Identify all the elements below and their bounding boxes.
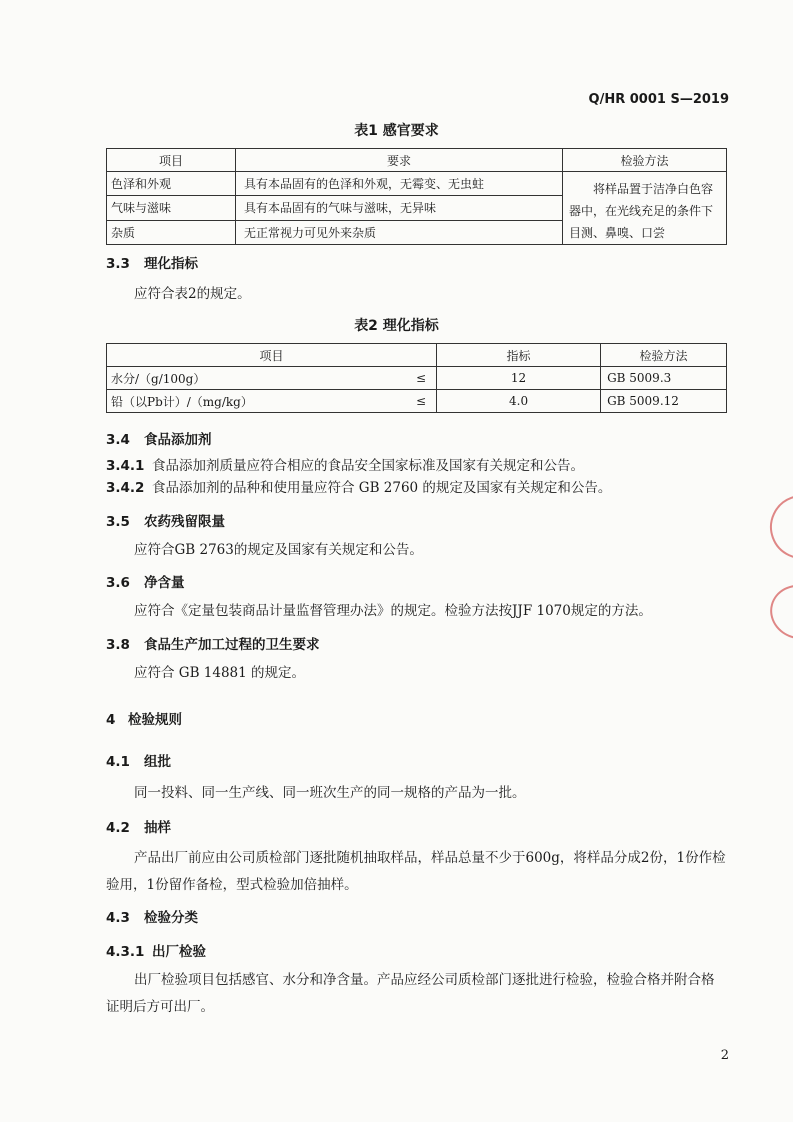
clause-text: 食品添加剂的品种和使用量应符合 GB 2760 的规定及国家有关规定和公告。	[152, 480, 612, 496]
table-cell: ≤	[375, 390, 437, 413]
section-3-8-text: 应符合 GB 14881 的规定。	[134, 665, 306, 681]
section-number: 4.2	[106, 820, 130, 836]
physicochemical-table	[106, 343, 727, 413]
section-title: 组批	[144, 754, 171, 770]
section-3-5-text: 应符合GB 2763的规定及国家有关规定和公告。	[134, 542, 423, 558]
section-title: 食品添加剂	[144, 432, 212, 448]
section-3-4-heading	[106, 428, 212, 448]
table-cell: GB 5009.3	[601, 367, 727, 390]
section-number: 3.5	[106, 514, 130, 530]
table-cell: 水分/（g/100g）	[107, 367, 376, 390]
clause-text: 食品添加剂质量应符合相应的食品安全国家标准及国家有关规定和公告。	[152, 458, 584, 474]
table-cell: 12	[437, 367, 601, 390]
method-line: 目测、鼻嗅、口尝	[569, 226, 666, 240]
table-header-cell: 检验方法	[601, 344, 727, 367]
section-number: 3.6	[106, 575, 130, 591]
table-cell: 具有本品固有的色泽和外观，无霉变、无虫蛀	[236, 172, 563, 196]
table-cell: 色泽和外观	[107, 172, 236, 196]
section-3-8-heading	[106, 633, 320, 653]
table-header-cell: 要求	[236, 149, 563, 172]
table-header-cell: 项目	[107, 344, 437, 367]
section-4-2-heading	[106, 816, 171, 836]
section-3-6-text: 应符合《定量包装商品计量监督管理办法》的规定。检验方法按JJF 1070规定的方法。	[134, 603, 652, 619]
table-header-cell: 项目	[107, 149, 236, 172]
section-4-3-1-text-line2: 证明后方可出厂。	[106, 999, 214, 1015]
section-4-3-heading	[106, 906, 198, 926]
table-cell: 4.0	[437, 390, 601, 413]
method-line: 器中，在光线充足的条件下	[569, 204, 714, 218]
section-3-5-heading	[106, 510, 225, 530]
sensory-requirements-table	[106, 148, 727, 245]
section-number: 3.3	[106, 256, 130, 272]
table-header-row	[107, 344, 727, 367]
section-4-2-text-line2: 验用，1份留作备检，型式检验加倍抽样。	[106, 877, 358, 893]
section-3-6-heading	[106, 571, 185, 591]
clause-3-4-2	[106, 474, 611, 502]
table-row	[107, 367, 727, 390]
section-title: 抽样	[144, 820, 171, 836]
standard-code: Q/HR 0001 S—2019	[588, 92, 729, 107]
section-number: 4.3.1	[106, 944, 145, 960]
section-number: 4.1	[106, 754, 130, 770]
section-4-2-text-line1: 产品出厂前应由公司质检部门逐批随机抽取样品，样品总量不少于600g，将样品分成2份，1份作检	[134, 850, 726, 866]
table-cell: 气味与滋味	[107, 196, 236, 220]
section-3-3-heading	[106, 252, 198, 272]
method-line: 将样品置于洁净白色容	[593, 182, 714, 196]
table-cell: 无正常视力可见外来杂质	[236, 220, 563, 244]
section-4-3-1-heading	[106, 940, 206, 960]
clause-number: 3.4.2	[106, 480, 145, 496]
table-cell: 杂质	[107, 220, 236, 244]
section-4-1-text: 同一投料、同一生产线、同一班次生产的同一规格的产品为一批。	[134, 785, 526, 801]
table2-caption: 表2 理化指标	[354, 318, 439, 334]
section-number: 4.3	[106, 910, 130, 926]
page-number: 2	[720, 1048, 729, 1063]
table-header-cell: 指标	[437, 344, 601, 367]
seal-stamp-mark	[761, 486, 793, 568]
clause-number: 3.4.1	[106, 458, 145, 474]
table-cell: ≤	[375, 367, 437, 390]
section-title: 净含量	[144, 575, 185, 591]
section-number: 3.8	[106, 637, 130, 653]
table-cell: 具有本品固有的气味与滋味，无异味	[236, 196, 563, 220]
table-cell: 铅（以Pb计）/（mg/kg）	[107, 390, 376, 413]
section-4-1-heading	[106, 750, 171, 770]
section-title: 出厂检验	[152, 944, 206, 960]
section-number: 3.4	[106, 432, 130, 448]
section-number: 4	[106, 712, 116, 728]
section-title: 农药残留限量	[144, 514, 225, 530]
section-4-heading	[106, 708, 182, 728]
table-row	[107, 390, 727, 413]
seal-stamp-mark	[764, 578, 793, 645]
table-cell: GB 5009.12	[601, 390, 727, 413]
section-4-3-1-text-line1: 出厂检验项目包括感官、水分和净含量。产品应经公司质检部门逐批进行检验，检验合格并附合格	[134, 972, 715, 988]
table1-caption: 表1 感官要求	[354, 123, 439, 139]
section-title: 检验规则	[128, 712, 182, 728]
table-header-row	[107, 149, 727, 172]
section-title: 理化指标	[144, 256, 198, 272]
method-cell	[563, 172, 727, 245]
section-3-3-text: 应符合表2的规定。	[134, 286, 251, 302]
table-row	[107, 172, 727, 196]
table-header-cell: 检验方法	[563, 149, 727, 172]
section-title: 检验分类	[144, 910, 198, 926]
section-title: 食品生产加工过程的卫生要求	[144, 637, 320, 653]
